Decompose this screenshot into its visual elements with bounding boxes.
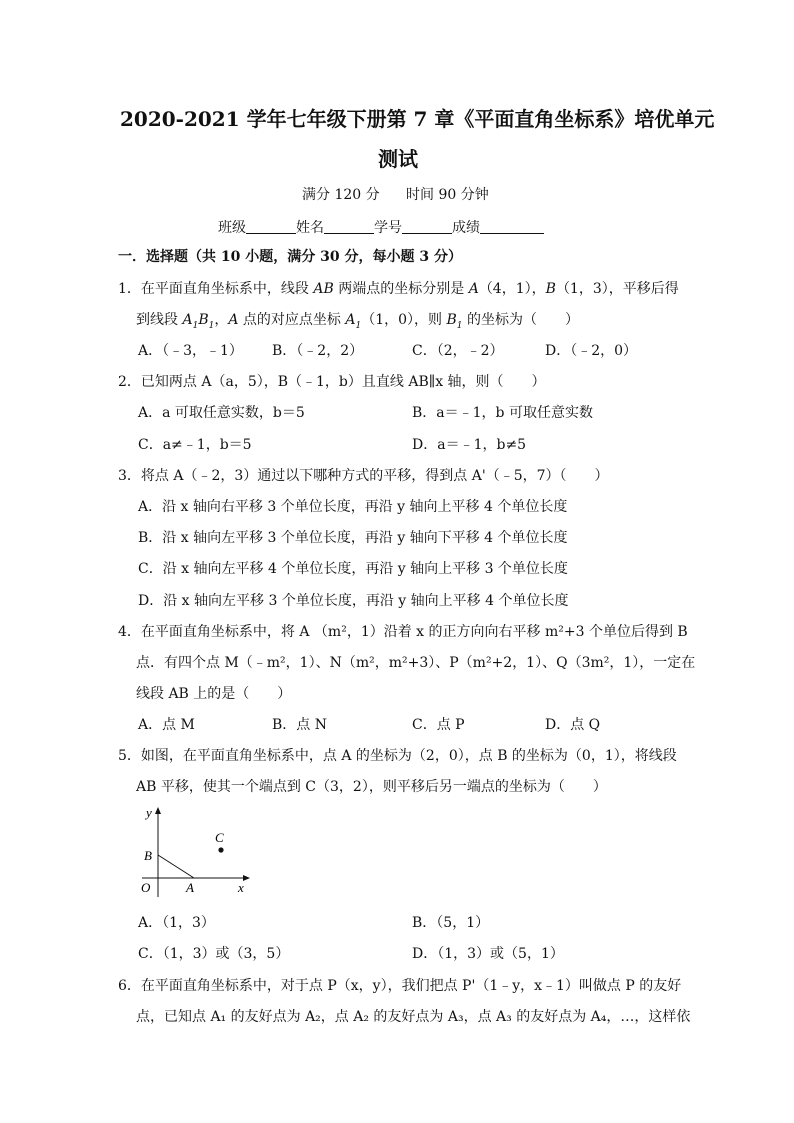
question-2-option-b[interactable]: B．a＝﹣1，b 可取任意实数 bbox=[412, 405, 593, 421]
question-5-line-2: AB 平移，使其一个端点到 C（3，2），则平移后另一端点的坐标为（ ） bbox=[136, 779, 607, 795]
question-4-line-3: 线段 AB 上的是（ ） bbox=[136, 686, 292, 702]
point-a-label: A bbox=[186, 880, 194, 895]
grade-label: 成绩 bbox=[452, 220, 480, 236]
question-3-option-b[interactable]: B．沿 x 轴向左平移 3 个单位长度，再沿 y 轴向下平移 4 个单位长度 bbox=[138, 530, 568, 546]
question-3-option-d[interactable]: D．沿 x 轴向左平移 3 个单位长度，再沿 y 轴向上平移 4 个单位长度 bbox=[138, 593, 569, 609]
question-2-option-d[interactable]: D．a＝﹣1，b≠5 bbox=[412, 437, 527, 453]
question-3-option-c[interactable]: C．沿 x 轴向左平移 4 个单位长度，再沿 y 轴向上平移 3 个单位长度 bbox=[138, 561, 568, 577]
id-label: 学号 bbox=[374, 220, 402, 236]
question-4-option-a[interactable]: A．点 M bbox=[138, 717, 195, 733]
grade-field[interactable] bbox=[480, 219, 544, 234]
coordinate-figure bbox=[138, 803, 258, 903]
question-4-option-d[interactable]: D．点 Q bbox=[545, 717, 601, 733]
y-axis-label: y bbox=[146, 805, 152, 820]
question-6-line-2: 点，已知点 A₁ 的友好点为 A₂，点 A₂ 的友好点为 A₃，点 A₃ 的友好点为 A₄，…，这样依 bbox=[136, 1009, 691, 1025]
y-axis-arrow bbox=[155, 807, 161, 814]
question-1-option-a[interactable]: A．（﹣3，﹣1） bbox=[138, 343, 243, 359]
exam-title: 2020-2021 学年七年级下册第 7 章《平面直角坐标系》培优单元 bbox=[120, 107, 715, 131]
question-4-option-b[interactable]: B．点 N bbox=[272, 717, 327, 733]
point-b-label: B bbox=[144, 848, 152, 863]
student-info-row bbox=[218, 219, 544, 235]
question-1-line-2: 到线段 $A_1B_1$，A 点的对应点坐标 $A_1(1$，0），则 $B_1$ 的坐标为（ ） bbox=[136, 312, 579, 331]
question-2-option-c[interactable]: C．a≠﹣1，b＝5 bbox=[138, 437, 252, 453]
score-info: 满分 120 分 bbox=[302, 187, 380, 203]
segment-ab bbox=[158, 855, 194, 878]
question-2-option-a[interactable]: A．a 可取任意实数，b＝5 bbox=[138, 405, 305, 421]
question-5-option-d[interactable]: D．（1，3）或（5，1） bbox=[412, 946, 564, 962]
question-5-option-a[interactable]: A．（1，3） bbox=[138, 915, 215, 931]
question-2-stem: 2．已知两点 A（a，5），B（﹣1，b）且直线 AB∥x 轴，则（ ） bbox=[118, 374, 546, 390]
point-c-label: C bbox=[215, 830, 224, 845]
point-c bbox=[218, 847, 223, 852]
x-axis-arrow bbox=[243, 875, 250, 881]
question-4-option-c[interactable]: C．点 P bbox=[412, 717, 465, 733]
id-field[interactable] bbox=[402, 219, 452, 234]
question-1-line-1: 1．在平面直角坐标系中，线段 AB 两端点的坐标分别是 A（4，1），B（1，3），平移后得 bbox=[118, 281, 679, 297]
question-5-option-c[interactable]: C．（1，3）或（3，5） bbox=[138, 946, 290, 962]
question-5-line-1: 5．如图，在平面直角坐标系中，点 A 的坐标为（2，0），点 B 的坐标为（0，1），将线段 bbox=[118, 748, 677, 764]
section-heading: 一．选择题（共 10 小题，满分 30 分，每小题 3 分） bbox=[118, 249, 462, 265]
question-1-option-b[interactable]: B．（﹣2，2） bbox=[272, 343, 364, 359]
question-3-stem: 3．将点 A（﹣2，3）通过以下哪种方式的平移，得到点 A'（﹣5，7）（ ） bbox=[118, 468, 609, 484]
time-info: 时间 90 分钟 bbox=[406, 187, 489, 203]
exam-title-cont: 测试 bbox=[378, 147, 418, 171]
name-field[interactable] bbox=[324, 219, 374, 234]
x-axis-label: x bbox=[238, 880, 244, 895]
question-1-option-d[interactable]: D．（﹣2，0） bbox=[545, 343, 638, 359]
question-1-option-c[interactable]: C．（2，﹣2） bbox=[412, 343, 504, 359]
question-6-line-1: 6．在平面直角坐标系中，对于点 P（x，y），我们把点 P'（1﹣y，x﹣1）叫做点 P 的友好 bbox=[118, 978, 682, 994]
class-field[interactable] bbox=[246, 219, 296, 234]
name-label: 姓名 bbox=[296, 220, 324, 236]
question-5-option-b[interactable]: B．（5，1） bbox=[412, 915, 490, 931]
question-4-line-2: 点．有四个点 M（﹣m²，1）、N（m²，m²+3）、P（m²+2，1）、Q（3m²，1），一定在 bbox=[136, 655, 696, 671]
class-label: 班级 bbox=[218, 220, 246, 236]
question-3-option-a[interactable]: A．沿 x 轴向右平移 3 个单位长度，再沿 y 轴向上平移 4 个单位长度 bbox=[138, 499, 568, 515]
origin-label: O bbox=[141, 880, 151, 895]
question-4-line-1: 4．在平面直角坐标系中，将 A （m²，1）沿着 x 的正方向向右平移 m²+3 个单位后得到 B bbox=[118, 624, 688, 640]
